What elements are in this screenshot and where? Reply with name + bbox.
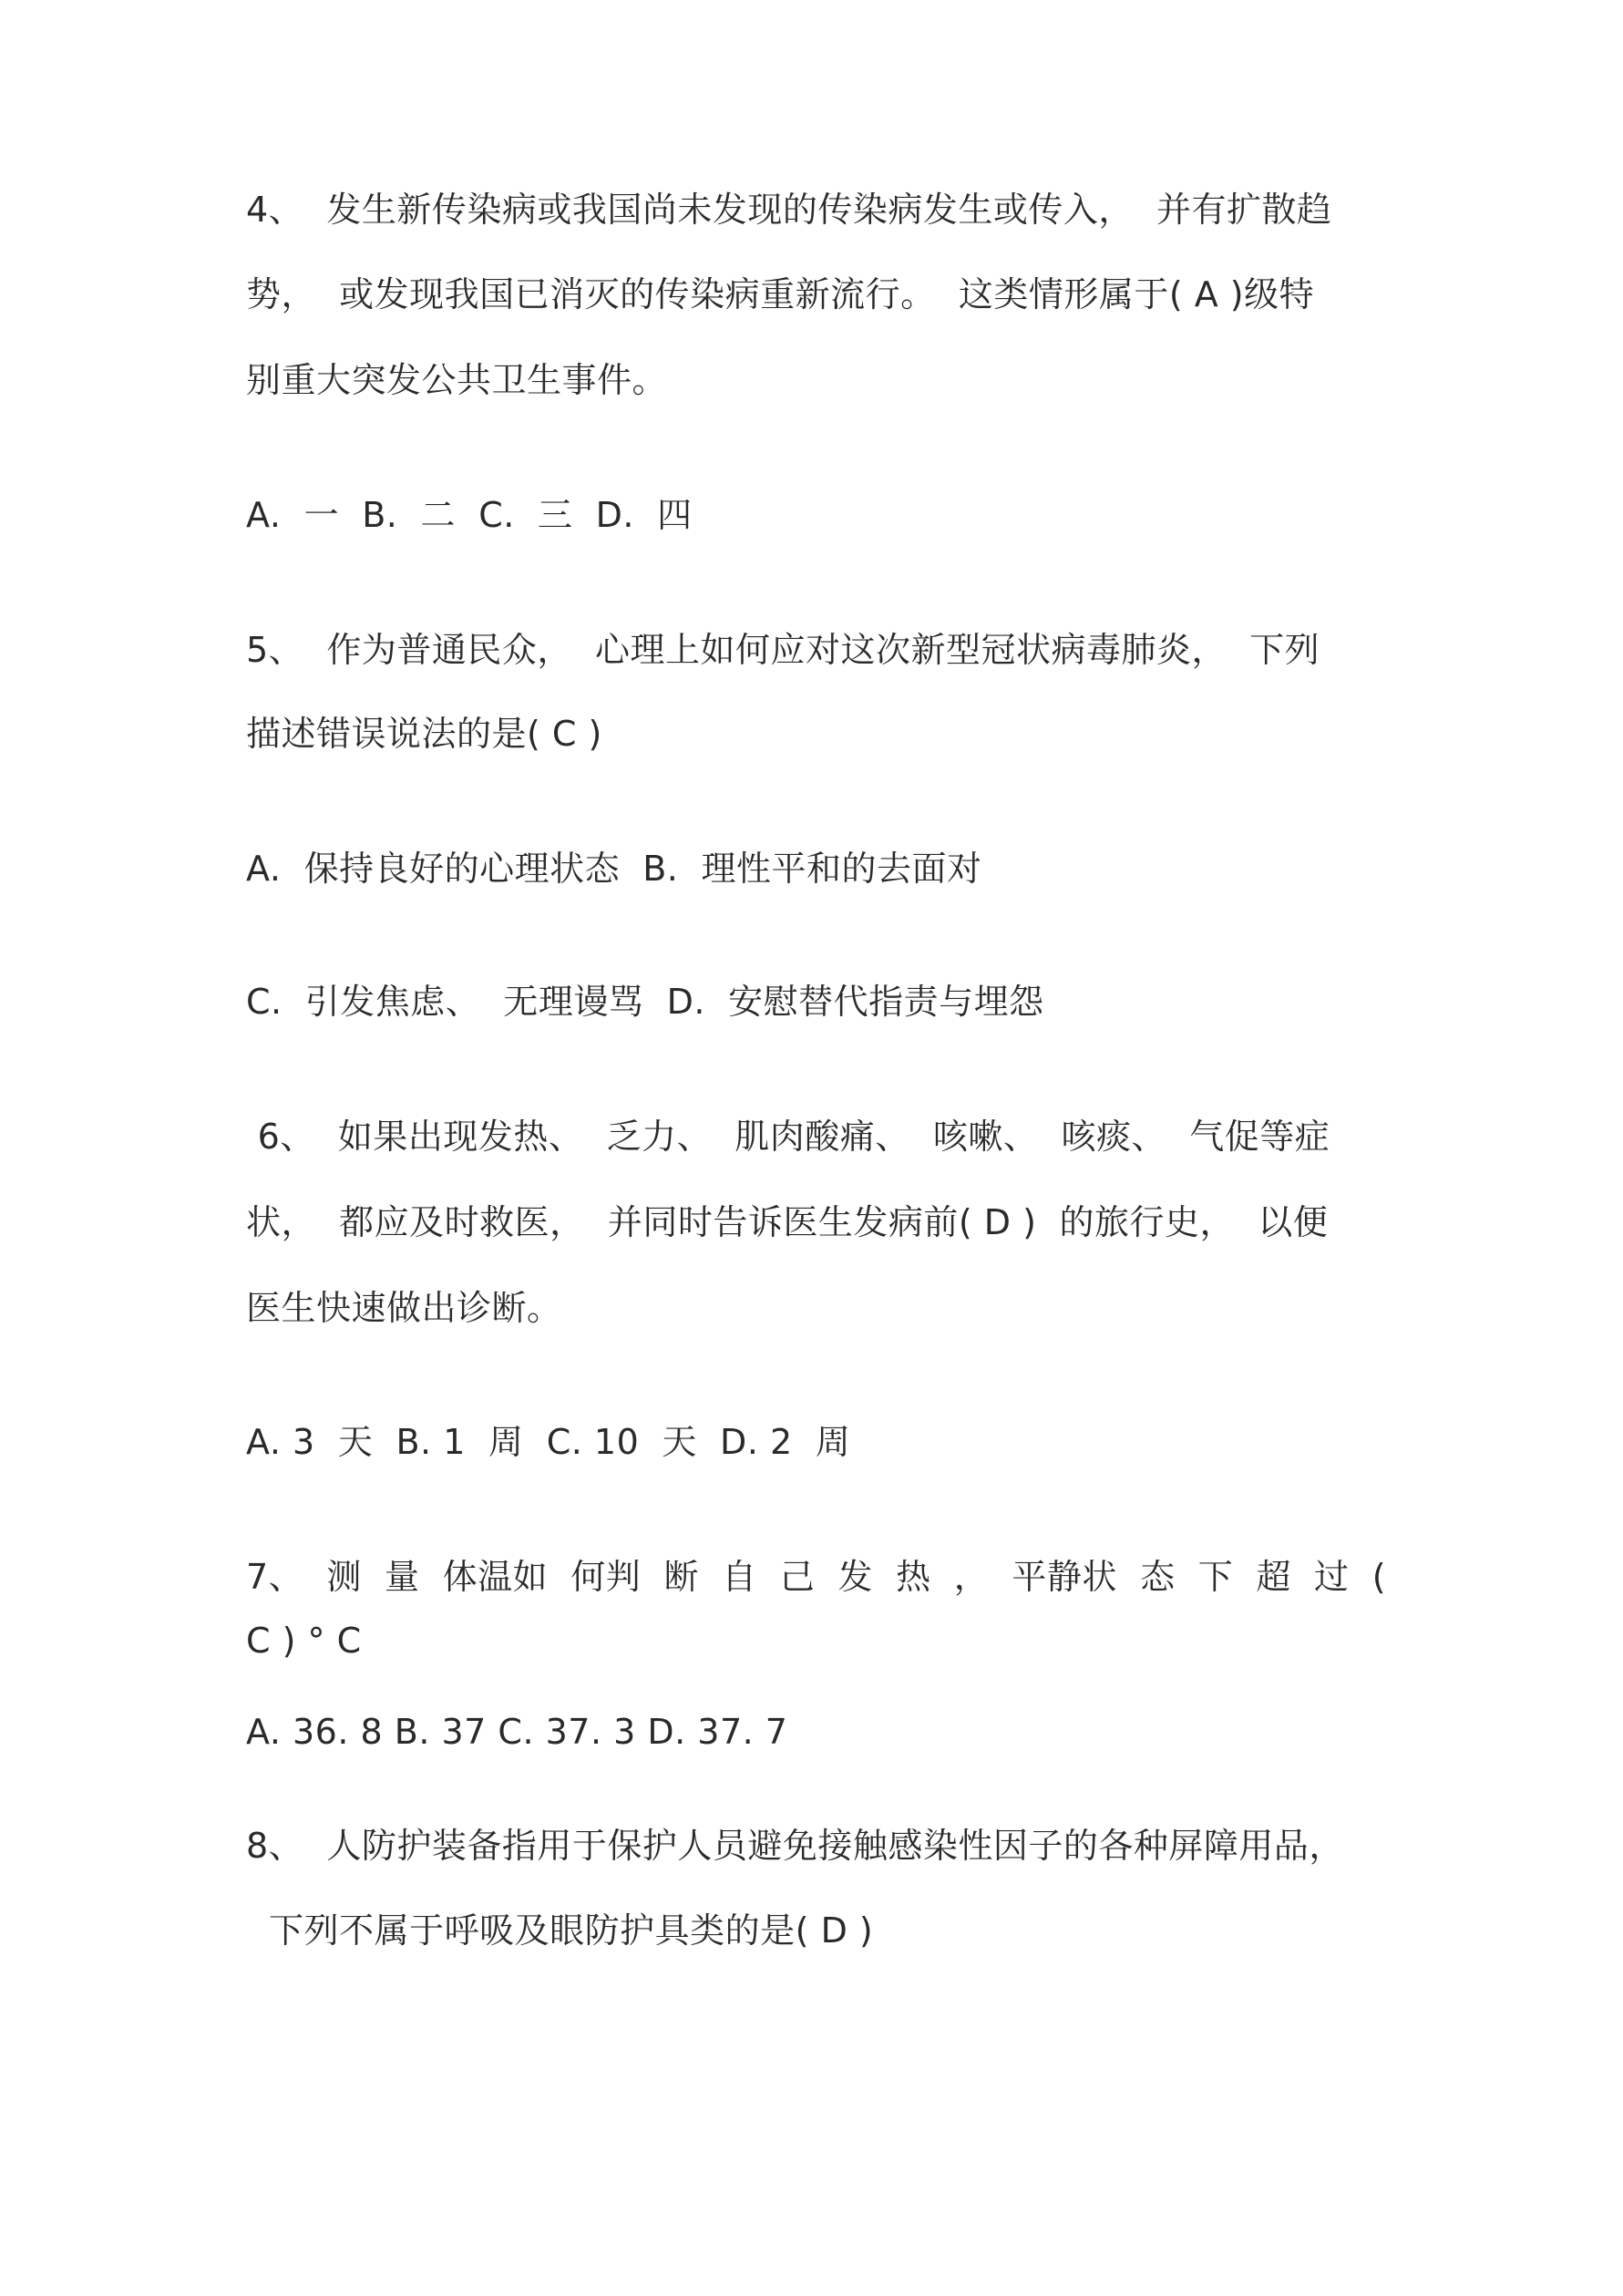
q5-options-ab: A. 保持良好的心理状态 B. 理性平和的去面对 (246, 849, 982, 889)
q7-question-line-2: C ) ° C (246, 1621, 362, 1661)
q5-options-cd: C. 引发焦虑、 无理谩骂 D. 安慰替代指责与埋怨 (246, 982, 1044, 1022)
q7-question-line-1: 7、 测 量 体温如 何判 断 自 己 发 热 ， 平静状 态 下 超 过 ( (246, 1557, 1387, 1597)
q6-question-line-3: 医生快速做出诊断。 (246, 1288, 562, 1328)
q4-question-line-1: 4、 发生新传染病或我国尚未发现的传染病发生或传入， 并有扩散趋 (246, 190, 1332, 230)
q5-question-line-1: 5、 作为普通民众， 心理上如何应对这次新型冠状病毒肺炎， 下列 (246, 630, 1320, 670)
q5-question-line-2: 描述错误说法的是( C ) (246, 714, 602, 754)
q6-question-line-1: 6、 如果出现发热、 乏力、 肌肉酸痛、 咳嗽、 咳痰、 气促等症 (246, 1117, 1330, 1157)
q8-question-line-1: 8、 人防护装备指用于保护人员避免接触感染性因子的各种屏障用品， (246, 1826, 1344, 1866)
q4-question-line-2: 势， 或发现我国已消灭的传染病重新流行。 这类情形属于( A )级特 (246, 274, 1315, 314)
q4-question-line-3: 别重大突发公共卫生事件。 (246, 360, 668, 400)
q6-question-line-2: 状， 都应及时救医， 并同时告诉医生发病前( D ) 的旅行史， 以便 (246, 1202, 1329, 1242)
q4-options: A. 一 B. 二 C. 三 D. 四 (246, 495, 693, 535)
q8-question-line-2: 下列不属于呼吸及眼防护具类的是( D ) (246, 1910, 874, 1951)
q7-options: A. 36. 8 B. 37 C. 37. 3 D. 37. 7 (246, 1712, 788, 1752)
q6-options: A. 3 天 B. 1 周 C. 10 天 D. 2 周 (246, 1422, 851, 1462)
